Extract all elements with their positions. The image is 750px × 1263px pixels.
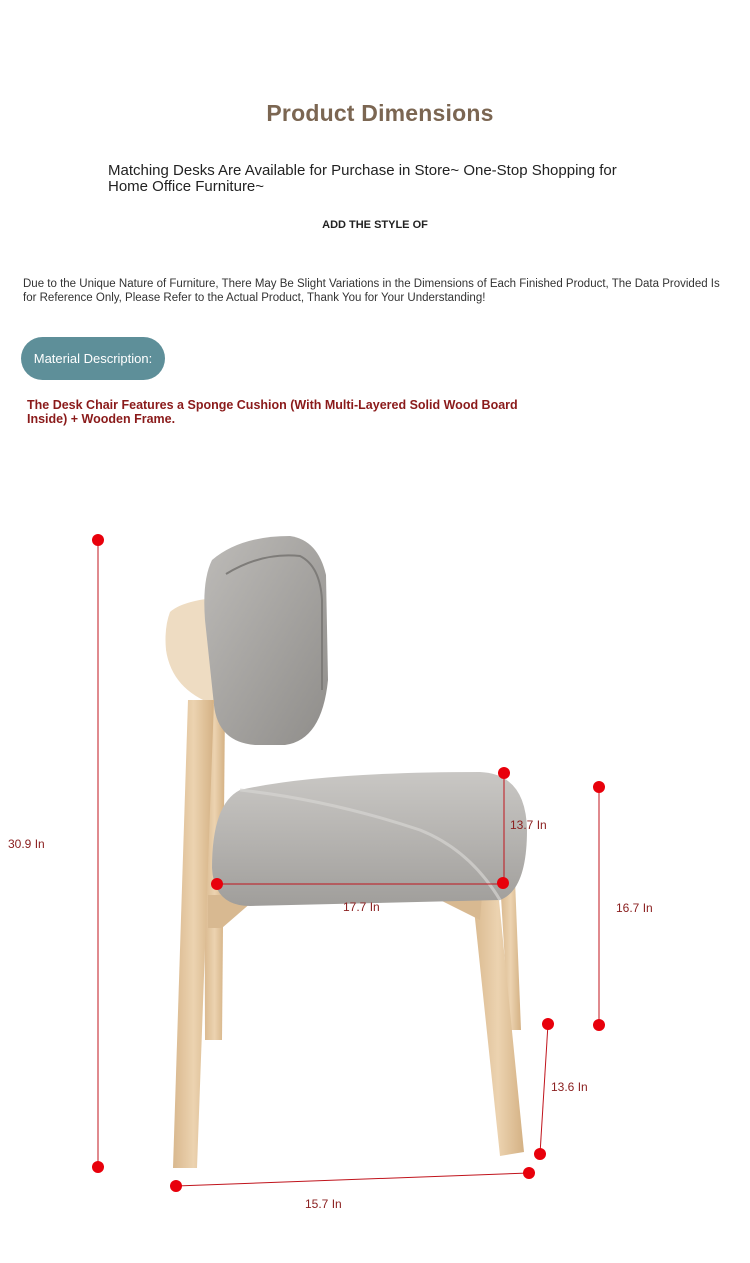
- dim-base-width: 15.7 In: [305, 1197, 342, 1211]
- material-text: The Desk Chair Features a Sponge Cushion (With Multi-Layered Solid Wood Board Inside) + Wooden Frame.: [27, 398, 518, 426]
- material-badge: Material Description:: [21, 337, 165, 380]
- dim-leg-depth: 13.6 In: [551, 1080, 588, 1094]
- chair-backrest: [204, 536, 328, 745]
- dim-seat-width: 17.7 In: [343, 900, 380, 914]
- dim-cushion-thickness: 13.7 In: [510, 818, 547, 832]
- dim-total-height: 30.9 In: [8, 837, 45, 851]
- page-subtitle: Matching Desks Are Available for Purchase in Store~ One-Stop Shopping for Home Office Furniture~: [108, 162, 617, 195]
- page-title: Product Dimensions: [266, 100, 494, 126]
- dim-seat-height: 16.7 In: [616, 901, 653, 915]
- style-note: ADD THE STYLE OF: [322, 219, 428, 231]
- disclaimer-text: Due to the Unique Nature of Furniture, There May Be Slight Variations in the Dimensions of Each Finished Product, The Data Provided Is for Reference Only, Please Refer to the Actual Product, Thank You for Your Understanding!: [23, 278, 720, 304]
